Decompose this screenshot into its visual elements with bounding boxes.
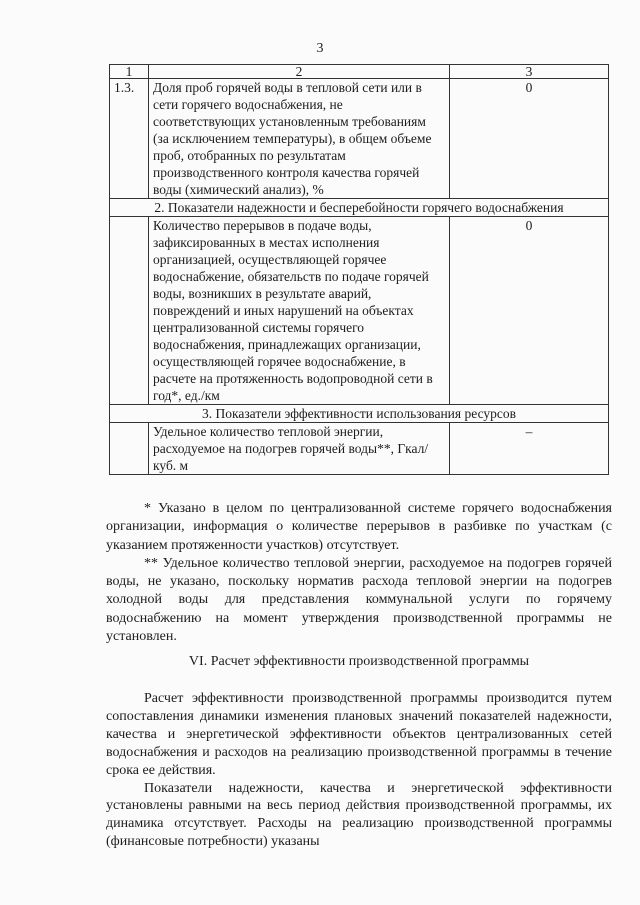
row-number: 1.3. (110, 79, 149, 199)
table-row (110, 217, 609, 405)
row-number (110, 423, 149, 475)
section-row (110, 199, 609, 217)
row-number (110, 217, 149, 405)
column-header-1: 1 (110, 65, 149, 79)
indicator-description: Удельное количество тепловой энергии, расходуемое на подогрев горячей воды**, Гкал/куб. м (149, 423, 450, 475)
section-heading: 2. Показатели надежности и бесперебойности горячего водоснабжения (110, 199, 609, 217)
paragraph: Расчет эффективности производственной программы производится путем сопоставления динамики изменения плановых значений показателей надежности, качества и энергетической эффективности объектов централизованных сетей водоснабжения и расходов на реализацию производственной программы в течение срока ее действия. (106, 691, 612, 778)
table-header-row (110, 65, 609, 79)
table-row (110, 79, 609, 199)
indicator-value: 0 (450, 217, 609, 405)
footnote-1: * Указано в целом по централизованной системе горячего водоснабжения организации, информация о количестве перерывов в разбивке по участкам (с указанием протяженности участков) отсутствует. (106, 501, 612, 553)
page-number: 3 (316, 41, 324, 56)
table-row (110, 423, 609, 475)
indicator-description: Количество перерывов в подаче воды, зафиксированных в местах исполнения организацией, осуществляющей горячее водоснабжение, обязательств по подаче горячей воды, возникших в результате аварий, повреждений и иных нарушений на объектах централизованной системы горячего водоснабжения, принадлежащих организации, осуществляющей горячее водоснабжение, в расчете на протяженность водопроводной сети в год*, ед./км (149, 217, 450, 405)
section-title: VI. Расчет эффективности производственной программы (188, 654, 530, 669)
indicator-value: – (450, 423, 609, 475)
column-header-3: 3 (450, 65, 609, 79)
column-header-2: 2 (149, 65, 450, 79)
footnote-2: ** Удельное количество тепловой энергии, расходуемое на подогрев горячей воды, не указано, поскольку норматив расхода тепловой энергии на подогрев холодной воды для представления коммунальной услуги по горячему водоснабжению на момент утверждения производственной программы не установлен. (106, 555, 612, 645)
footnotes (106, 500, 612, 646)
paragraph: Показатели надежности, качества и энергетической эффективности установлены равными на весь период действия производственной программы, их динамика отсутствует. Расходы на реализацию производственной программы (финансовые потребности) указаны (106, 780, 612, 850)
indicators-table (109, 64, 609, 475)
indicator-description: Доля проб горячей воды в тепловой сети или в сети горячего водоснабжения, не соответствующих установленным требованиям (за исключением температуры), в общем объеме проб, отобранных по результатам производственного контроля качества горячей воды (химический анализ), % (149, 79, 450, 199)
section-row (110, 405, 609, 423)
section-heading: 3. Показатели эффективности использования ресурсов (110, 405, 609, 423)
body-text (106, 690, 612, 851)
indicator-value: 0 (450, 79, 609, 199)
